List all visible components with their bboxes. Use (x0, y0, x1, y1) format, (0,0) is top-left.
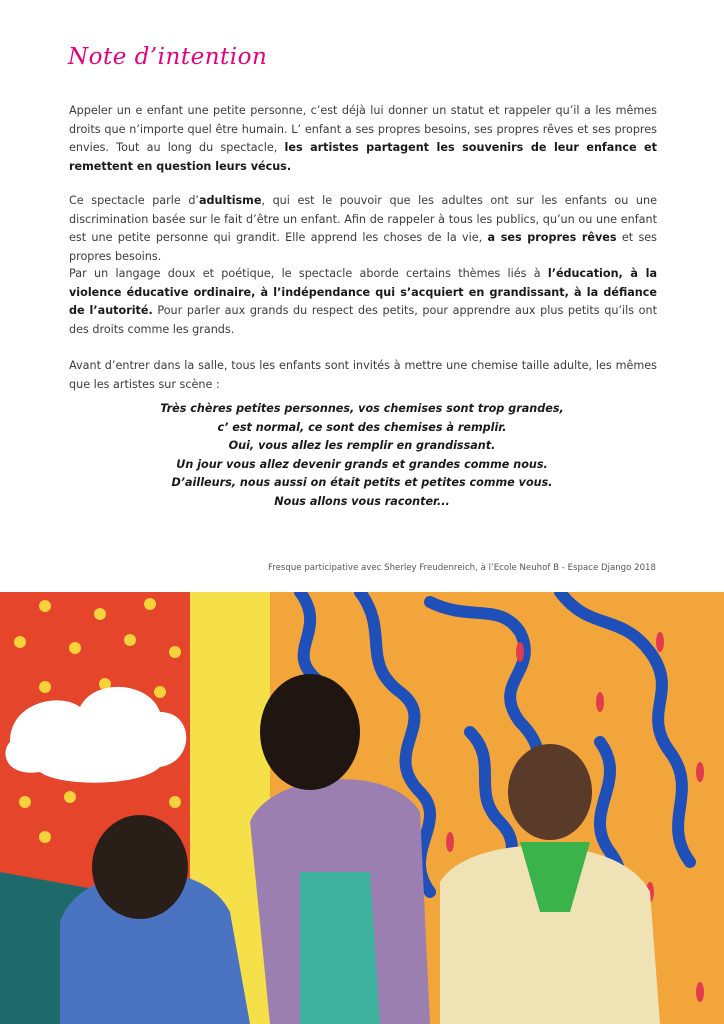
mural-photo (0, 592, 724, 1024)
bold-text: adultisme (198, 194, 262, 208)
poem-line: Oui, vous allez les remplir en grandissant. (228, 439, 496, 453)
text-run: Par un langage doux et poétique, le spectacle aborde certains thèmes liés à (69, 267, 548, 281)
bold-text: a ses propres rêves (487, 231, 617, 245)
poem-line: Un jour vous allez devenir grands et grandes comme nous. (176, 457, 548, 471)
text-run: Ce spectacle parle d’ (69, 194, 199, 208)
paragraph-chemise (69, 357, 657, 394)
text-run: Pour parler aux grands du respect des petits, pour apprendre aux plus petits qu’ils ont des droits comme les grands. (69, 304, 657, 336)
bold-text: les artistes partagent les souvenirs de leur enfance et remettent en question leurs vécus. (69, 141, 657, 173)
poem-line: c’ est normal, ce sont des chemises à remplir. (217, 420, 507, 434)
paragraph-themes (69, 265, 657, 339)
paragraph-intro (69, 102, 657, 176)
page-title: Note d’intention (68, 44, 268, 70)
text-run: et ses propres besoins. (69, 231, 657, 263)
poem (0, 400, 724, 512)
poem-line: D’ailleurs, nous aussi on était petits et petites comme vous. (171, 476, 553, 490)
text-run: Avant d’entrer dans la salle, tous les enfants sont invités à mettre une chemise taille adulte, les mêmes que les artistes sur scène : (69, 359, 657, 391)
bold-text: l’éducation, à la violence éducative ordinaire, à l’indépendance qui s’acquiert en grandissant, à la défiance de l’autorité. (69, 267, 657, 318)
text-run: Appeler un e enfant une petite personne, c’est déjà lui donner un statut et rappeler qu’il a les mêmes droits que n’importe quel être humain. L’ enfant a ses propres besoins, ses propres rêves et ses propres envies. Tout au long du spectacle, (69, 104, 657, 155)
poem-line: Très chères petites personnes, vos chemises sont trop grandes, (160, 402, 564, 415)
paragraph-adultisme (69, 192, 657, 266)
poem-line: Nous allons vous raconter... (274, 494, 450, 508)
text-run: , qui est le pouvoir que les adultes ont sur les enfants ou une discrimination basée sur le fait d’être un enfant. Afin de rappeler à tous les publics, qu’un ou une enfant est une petite personne qui grandit. Elle apprend les choses de la vie, (69, 194, 657, 245)
photo-caption: Fresque participative avec Sherley Freudenreich, à l’Ecole Neuhof B - Espace Django 2018 (267, 563, 656, 573)
